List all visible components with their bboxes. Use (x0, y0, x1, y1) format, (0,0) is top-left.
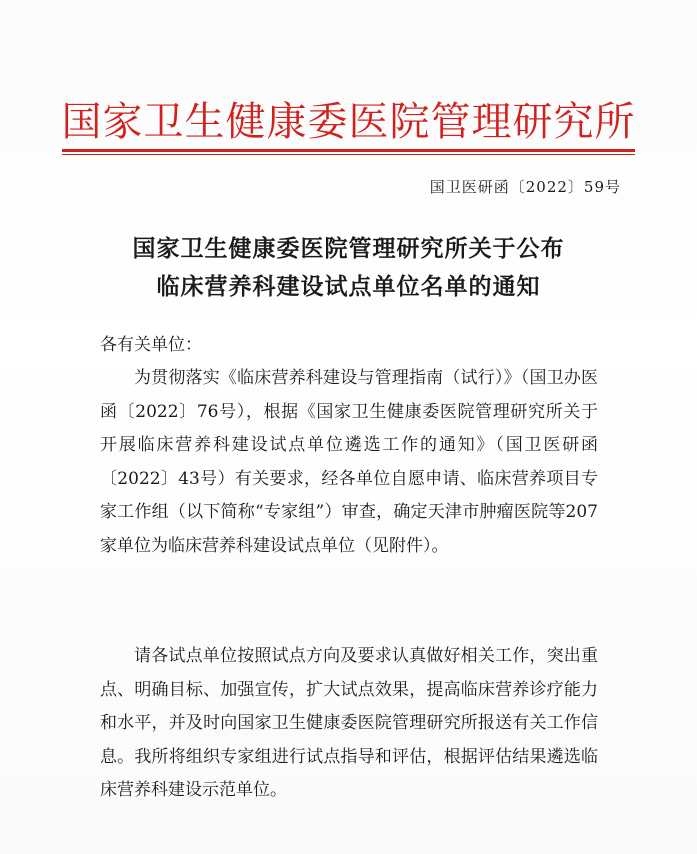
masthead-rule-thick (62, 149, 635, 152)
document-number: 国卫医研函〔2022〕59号 (429, 178, 621, 196)
body-paragraph-1: 为贯彻落实《临床营养科建设与管理指南（试行）》（国卫办医函〔2022〕76号），根据《国家卫生健康委医院管理研究所关于开展临床营养科建设试点单位遴选工作的通知》（国卫医研函〔2022〕43号）有关要求，经各单位自愿申请、临床营养项目专家工作组（以下简称“专家组”）审查，确定天津市肿瘤医院等207家单位为临床营养科建设试点单位（见附件）。 (100, 368, 598, 556)
notice-title-line-2: 临床营养科建设试点单位名单的通知 (156, 274, 541, 300)
body-paragraph-2: 请各试点单位按照试点方向及要求认真做好相关工作，突出重点、明确目标、加强宣传，扩大试点效果，提高临床营养诊疗能力和水平，并及时向国家卫生健康委医院管理研究所报送有关工作信息。我所将组织专家组进行试点指导和评估，根据评估结果遴选临床营养科建设示范单位。 (100, 646, 598, 800)
masthead-title: 国家卫生健康委医院管理研究所 (61, 99, 636, 145)
notice-title-line-1: 国家卫生健康委医院管理研究所关于公布 (132, 236, 565, 262)
salutation: 各有关单位： (100, 335, 202, 355)
masthead-rule-thin (62, 154, 635, 155)
